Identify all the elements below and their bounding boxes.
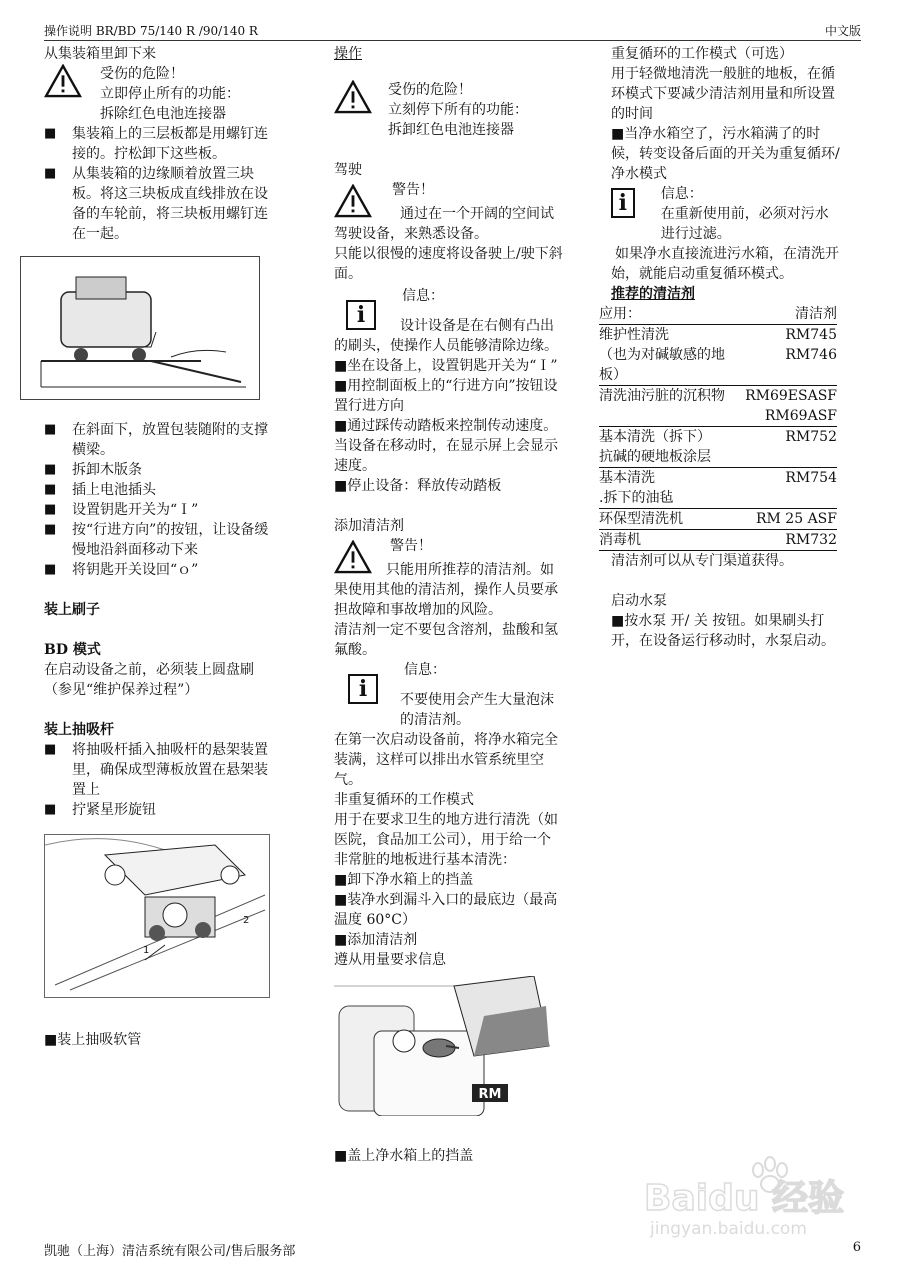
- table-cell: .拆下的油毡: [599, 488, 745, 509]
- paragraph: 只能用所推荐的清洁剂。如果使用其他的清洁剂，操作人员要承担故障和事故增加的风险。: [334, 562, 558, 618]
- info-icon: i: [346, 300, 376, 330]
- paragraph: 只能以很慢的速度将设备驶上/驶下斜面。: [334, 246, 563, 282]
- figure-caption: ■盖上净水箱上的挡盖: [334, 1148, 474, 1164]
- paragraph: ■按水泵 开/ 关 按钮。如果刷头打开，在设备运行移动时，水泵启动。: [611, 613, 835, 649]
- paragraph: 用于轻微地清洗一般脏的地板，在循环模式下要减少清洁剂用量和所设置的时间: [611, 66, 835, 122]
- table-header-row: [599, 304, 837, 325]
- svg-text:1: 1: [143, 945, 150, 956]
- list-item: ■ 插上电池插头: [44, 480, 269, 500]
- detergent-table: [599, 304, 837, 551]
- paragraph: 设计设备是在右侧有凸出的刷头，使操作人员能够清除边缘。: [334, 318, 558, 354]
- table-row: [599, 468, 837, 489]
- header-language: 中文版: [824, 24, 861, 38]
- table-row: [599, 325, 837, 346]
- danger-notice: [334, 80, 564, 140]
- table-cell: RM752: [785, 429, 837, 445]
- column-3: [599, 44, 841, 651]
- info-icon: i: [611, 188, 635, 218]
- step: ■坐在设备上，设置钥匙开关为“Ｉ”: [334, 358, 558, 374]
- list-item: ■ 将钥匙开关设回“ｏ”: [44, 560, 269, 580]
- baidu-watermark: [640, 1150, 855, 1240]
- step: ■添加清洁剂: [334, 932, 418, 948]
- unload-title: 从集装箱里卸下来: [44, 46, 156, 62]
- warning-title: 警告！: [390, 538, 432, 554]
- table-header-cell: 应用：: [599, 304, 745, 325]
- header-doc-title: 操作说明 BR/BD 75/140 R /90/140 R: [44, 24, 258, 38]
- warning-title: 警告！: [392, 182, 434, 198]
- paragraph: 不要使用会产生大量泡沫的清洁剂。: [400, 692, 554, 728]
- list-item: ■ 设置钥匙开关为“Ｉ”: [44, 500, 269, 520]
- danger-line: 立刻停下所有的功能：: [388, 102, 528, 118]
- warning-triangle-icon: [334, 80, 372, 114]
- table-cell: [745, 488, 837, 509]
- table-cell: 基本清洗（拆下）: [599, 429, 711, 445]
- ramp-illustration: [20, 256, 260, 400]
- paragraph: 在第一次启动设备前，将净水箱完全装满，这样可以排出水管系统里空气。: [334, 732, 558, 788]
- detergent-fill-illustration: [334, 976, 564, 1116]
- rm-label: RM: [478, 1087, 502, 1102]
- list-item: ■ 按“行进方向”的按钮，让设备缓慢地沿斜面移动下来: [44, 520, 269, 560]
- info-icon: i: [348, 674, 378, 704]
- table-cell: 基本清洗: [599, 470, 655, 486]
- table-cell: RM 25 ASF: [745, 509, 837, 530]
- table-cell: 消毒机: [599, 530, 745, 551]
- squeegee-illustration: [44, 834, 270, 998]
- danger-line: 拆卸红色电池连接器: [388, 122, 514, 138]
- page-header: [44, 22, 861, 41]
- warning-triangle-icon: [334, 184, 372, 218]
- section-heading: 装上抽吸杆: [44, 722, 114, 738]
- info-text: 在重新使用前，必须对污水进行过滤。: [660, 206, 829, 242]
- table-row: [599, 488, 837, 509]
- step: ■装净水到漏斗入口的最底边（最高温度 60°C）: [334, 892, 558, 928]
- table-row: [599, 406, 837, 427]
- section-heading: 启动水泵: [611, 593, 667, 609]
- danger-title: 受伤的危险！: [388, 82, 472, 98]
- paragraph: 用于在要求卫生的地方进行清洗（如医院，食品加工公司），用于给一个非常脏的地板进行基本清洗：: [334, 812, 558, 868]
- paragraph: 通过在一个开阔的空间试驾驶设备，来熟悉设备。: [334, 206, 554, 242]
- paragraph: 如果净水直接流进污水箱，在清洗开始，就能启动重复循环模式。: [611, 246, 839, 282]
- warning-triangle-icon: [44, 64, 82, 98]
- step: ■用控制面板上的“行进方向”按钮设置行进方向: [334, 378, 558, 414]
- table-cell: RM69ESASF: [745, 388, 837, 404]
- step: ■停止设备：释放传动踏板: [334, 478, 502, 494]
- table-header-cell: 清洁剂: [745, 304, 837, 325]
- step: ■当净水箱空了，污水箱满了的时候，转变设备后面的开关为重复循环/ 净水模式: [611, 126, 840, 182]
- list-item: ■ 将抽吸杆插入抽吸杆的悬架装置里，确保成型薄板放置在悬架装置上: [44, 740, 269, 800]
- table-row: [599, 530, 837, 551]
- step: 遵从用量要求信息: [334, 952, 446, 968]
- column-1: [44, 44, 269, 1050]
- watermark-brand: Baidu 经验: [644, 1178, 845, 1219]
- sub-heading: 重复循环的工作模式（可选）: [611, 46, 793, 62]
- table-row: [599, 345, 837, 386]
- list-item: ■ 拆卸木版条: [44, 460, 269, 480]
- table-cell: RM746: [745, 345, 837, 386]
- list-item: ■ 拧紧星形旋钮: [44, 800, 269, 820]
- column-2: [334, 44, 564, 1166]
- svg-text:2: 2: [243, 915, 250, 926]
- warning-triangle-icon: [334, 540, 372, 574]
- table-cell: [745, 447, 837, 468]
- list-item: ■ 在斜面下，放置包装随附的支撑横梁。: [44, 420, 269, 460]
- danger-line: 拆除红色电池连接器: [100, 106, 226, 122]
- page-number: 6: [852, 1240, 861, 1255]
- table-cell: [599, 406, 745, 427]
- danger-title: 受伤的危险！: [100, 66, 184, 82]
- list-item: ■ 从集装箱的边缘顺着放置三块板。将这三块板成直线排放在设备的车轮前，将三块板用螺钉连在一起。: [44, 164, 269, 244]
- step: ■通过踩传动踏板来控制传动速度。当设备在移动时，在显示屏上会显示速度。: [334, 418, 558, 474]
- section-heading: 装上刷子: [44, 602, 100, 618]
- danger-notice: [44, 64, 269, 124]
- sub-heading: 非重复循环的工作模式: [334, 792, 474, 808]
- table-row: [599, 427, 837, 448]
- paragraph: 在启动设备之前，必须装上圆盘刷（参见“维护保养过程”）: [44, 662, 254, 698]
- paragraph: 清洁剂一定不要包含溶剂，盐酸和氢氟酸。: [334, 622, 558, 658]
- info-title: 信息：: [660, 186, 703, 202]
- section-title: 操作: [334, 46, 362, 62]
- info-notice: [611, 184, 841, 244]
- paragraph: 清洁剂可以从专门渠道获得。: [611, 553, 793, 569]
- table-title: 推荐的清洁剂: [611, 286, 695, 302]
- section-heading: 驾驶: [334, 162, 362, 178]
- footer-company: 凯驰（上海）清洁系统有限公司/售后服务部: [44, 1244, 296, 1259]
- table-cell: RM732: [745, 530, 837, 551]
- step: ■卸下净水箱上的挡盖: [334, 872, 474, 888]
- list-item: ■ 集装箱上的三层板都是用螺钉连接的。拧松卸下这些板。: [44, 124, 269, 164]
- table-cell: 抗碱的硬地板涂层: [599, 447, 745, 468]
- watermark-url: jingyan.baidu.com: [650, 1219, 807, 1239]
- table-cell: 维护性清洗: [599, 327, 669, 343]
- page-footer: [44, 1240, 861, 1259]
- table-cell: 环保型清洗机: [599, 509, 745, 530]
- section-heading: 添加清洁剂: [334, 518, 404, 534]
- info-title: 信息：: [402, 288, 444, 304]
- table-cell: （也为对碱敏感的地板）: [599, 345, 745, 386]
- table-row: [599, 447, 837, 468]
- section-heading: BD 模式: [44, 642, 101, 658]
- table-cell: 清洗油污脏的沉积物: [599, 388, 725, 404]
- table-cell: RM69ASF: [745, 406, 837, 427]
- table-row: [599, 386, 837, 407]
- table-cell: RM754: [785, 470, 837, 486]
- danger-line: 立即停止所有的功能：: [100, 86, 240, 102]
- figure-caption: ■装上抽吸软管: [44, 1032, 142, 1048]
- info-title: 信息：: [404, 662, 446, 678]
- table-cell: RM745: [785, 327, 837, 343]
- table-row: [599, 509, 837, 530]
